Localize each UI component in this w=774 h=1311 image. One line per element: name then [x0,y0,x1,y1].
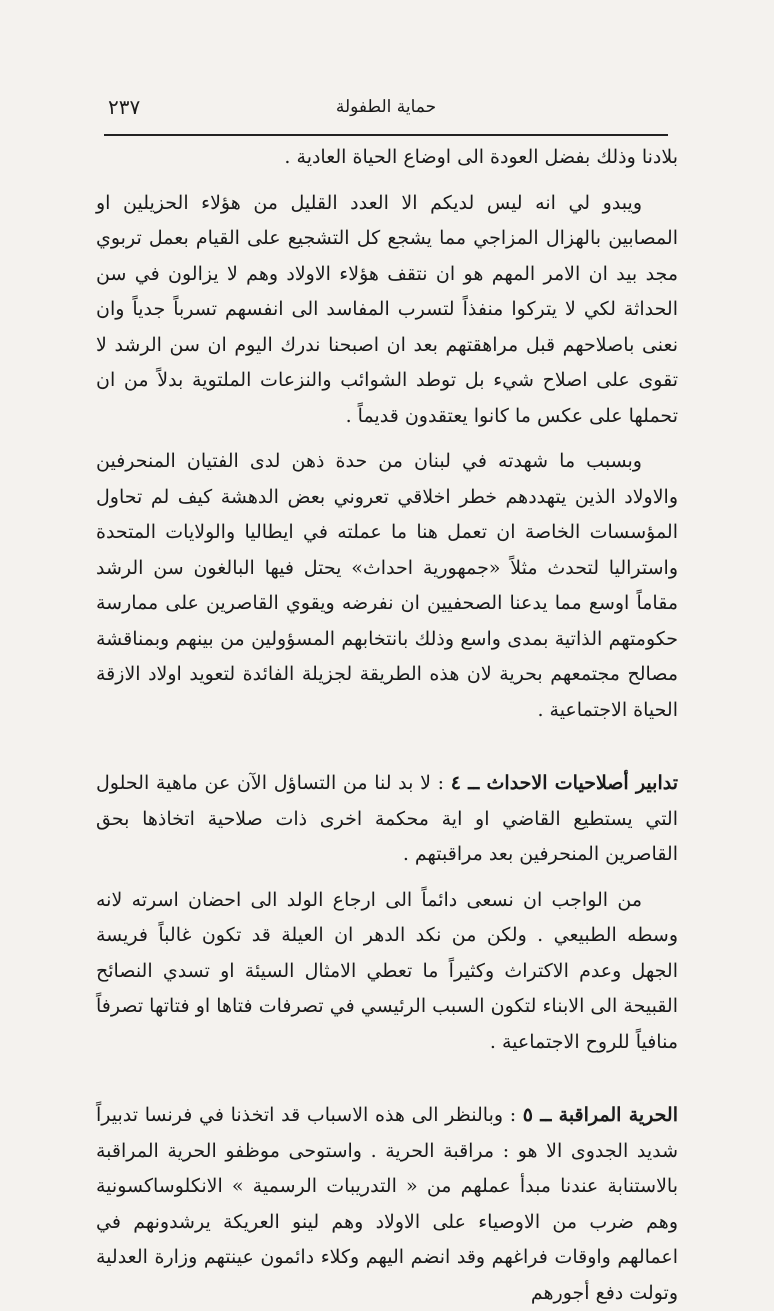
paragraph-5: من الواجب ان نسعى دائماً الى ارجاع الولد الى احضان اسرته لانه وسطه الطبيعي . ولكن من نكد الدهر ان العيلة قد تكون غالباً فريسة الجهل وعدم الاكتراث وكثيراً ما تعطي الامثال السيئة او تسدي النصائح القبيحة الى الابناء لتكون السبب الرئيسي في تصرفات فتاها او فتاتها تصرفاً منافياً للروح الاجتماعية . [96,888,678,1053]
body-text [96,140,678,1311]
running-title: حماية الطفولة [335,97,437,117]
header-divider [104,134,668,136]
section-heading-4: تدابير أصلاحيات الاحداث ــ ٤ [450,772,678,794]
paragraph-4 [96,766,678,873]
paragraph-1: بلادنا وذلك بفضل العودة الى اوضاع الحياة العادية . [284,146,678,168]
section-heading-5: الحرية المراقبة ــ ٥ [522,1104,678,1126]
paragraph-6-text: : وبالنظر الى هذه الاسباب قد اتخذنا في فرنسا تدبيراً شديد الجدوى الا هو : مراقبة الحرية . واستوحى موظفو الحرية المراقبة بالاستنابة عندنا مبدأ عملهم من « التدريبات الرسمية » الانكلوساكسونية وهم ضرب من الاوصياء على الاولاد وهم لينو العريكة يرشدونهم في اعمالهم واوقات فراغهم وقد انضم اليهم وكلاء دائمون عينتهم وزارة العدلية وتولت دفع أجورهم [96,1104,678,1304]
page-header [108,95,664,129]
paragraph-3: وبسبب ما شهدته في لبنان من حدة ذهن لدى الفتيان المنحرفين والاولاد الذين يتهددهم خطر اخلاقي تعروني بعض الدهشة كيف لم تحاول المؤسسات الخاصة ان تعمل هنا ما عملته في ايطاليا والولايات المتحدة واستراليا لتحدث مثلاً «جمهورية احداث» يحتل فيها البالغون سن الرشد مقاماً اوسع مما يدعنا الصحفيين ان نفرضه ويقوي القاصرين على ممارسة حكومتهم الذاتية بمدى واسع وذلك بانتخابهم المسؤولين من بينهم وبمناقشة مصالح مجتمعهم بحرية لان هذه الطريقة لجزيلة الفائدة لتعويد اولاد الازقة الحياة الاجتماعية . [96,450,678,721]
paragraph-4-text: : لا بد لنا من التساؤل الآن عن ماهية الحلول التي يستطيع القاضي او اية محكمة اخرى ذات صلاحية اتخاذها بحق القاصرين المنحرفين بعد مراقبتهم . [96,772,678,865]
paragraph-6 [96,1098,678,1311]
paragraph-2: ويبدو لي انه ليس لديكم الا العدد القليل من هؤلاء الحزيلين او المصابين بالهزال المزاجي مما يشجع كل التشجيع على القيام بعمل تربوي مجد بيد ان الامر المهم هو ان نتقف هؤلاء الاولاد وهم لا يزالون في سن الحداثة لكي لا يتركوا منفذاً لتسرب المفاسد الى انفسهم تسرباً جدياً وان نعنى باصلاحهم قبل مراهقتهم بعد ان اصبحنا ندرك اليوم ان سن الرشد لا تقوى على اصلاح شيء بل توطد الشوائب والنزعات الملتوية بدلاً من ان تحملها على عكس ما كانوا يعتقدون قديماً . [96,191,678,427]
page-number: ٢٣٧ [108,95,141,119]
